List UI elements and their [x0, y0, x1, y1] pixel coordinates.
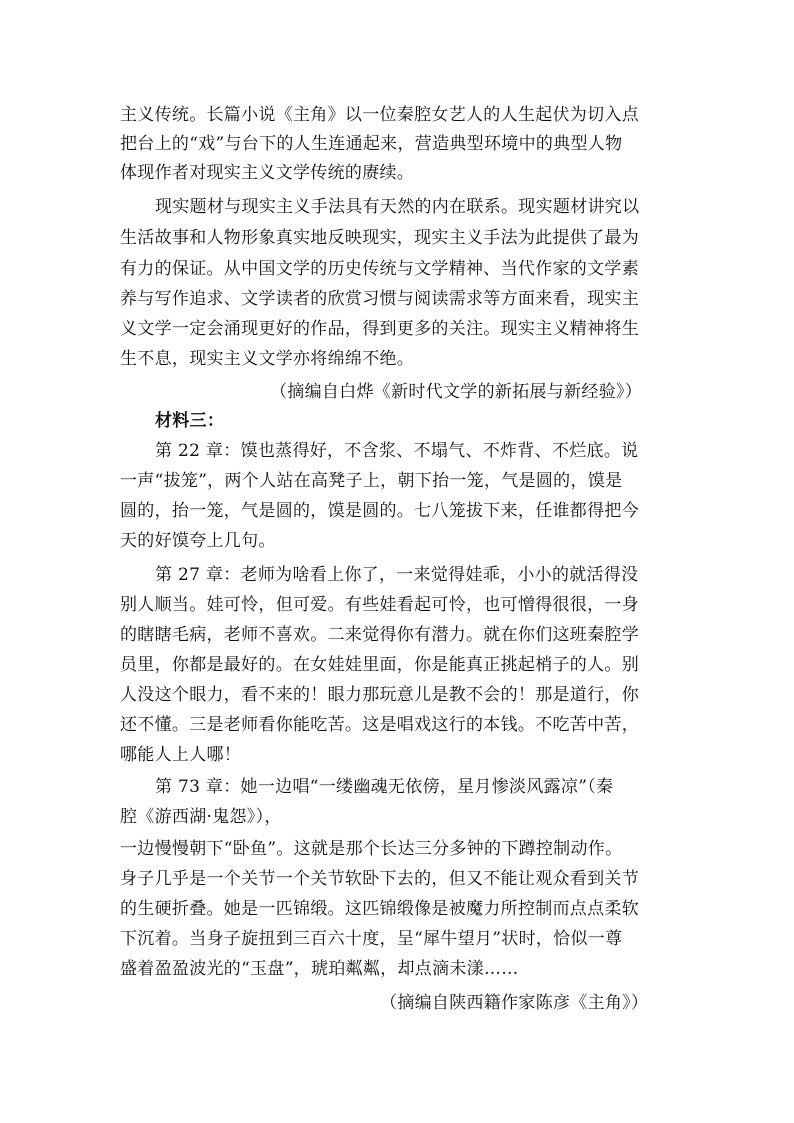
- ch73-line-1: 第 73 章：她一边唱“一缕幽魂无依傍，星月惨淡风露凉”（秦: [155, 777, 614, 797]
- para2-line-4: 养与写作追求、文学读者的欣赏习惯与阅读需求等方面来看，现实主: [120, 289, 639, 309]
- material-3-heading: 材料三：: [155, 411, 225, 431]
- ch22-line-2: 一声“拔笼”，两个人站在高凳子上，朝下抬一笼，气是圆的，馍是: [120, 471, 623, 491]
- ch73-line-6: 下沉着。当身子旋扭到三百六十度，呈“犀牛望月”状时，恰似一尊: [120, 929, 623, 949]
- ch27-line-1: 第 27 章：老师为啥看上你了，一来觉得娃乖，小小的就活得没: [155, 565, 639, 585]
- para2-line-2: 生活故事和人物形象真实地反映现实，现实主义手法为此提供了最为: [120, 228, 639, 248]
- ch22-line-1: 第 22 章：馍也蒸得好，不含浆、不塌气、不炸背、不烂底。说: [155, 441, 639, 461]
- ch73-line-4: 身子几乎是一个关节一个关节软卧下去的，但又不能让观众看到关节: [120, 869, 639, 889]
- ch22-line-4: 天的好馍夸上几句。: [120, 531, 276, 551]
- ch27-line-4: 员里，你都是最好的。在女娃娃里面，你是能真正挑起梢子的人。别: [120, 655, 639, 675]
- source-citation-1: （摘编自白烨《新时代文学的新拓展与新经验》）: [270, 382, 643, 402]
- para1-line-1: 主义传统。长篇小说《主角》以一位秦腔女艺人的人生起伏为切入点: [120, 105, 639, 125]
- ch27-line-7: 哪能人上人哪！: [120, 745, 242, 765]
- ch22-line-3: 圆的，抬一笼，气是圆的，馍是圆的。七八笼拔下来，任谁都得把今: [120, 501, 639, 521]
- para2-line-1: 现实题材与现实主义手法具有天然的内在联系。现实题材讲究以: [155, 197, 640, 217]
- para1-line-2: 把台上的“戏”与台下的人生连通起来，营造典型环境中的典型人物: [120, 134, 623, 154]
- ch27-line-6: 还不懂。三是老师看你能吃苦。这是唱戏这行的本钱。不吃苦中苦，: [120, 715, 639, 735]
- ch27-line-5: 人没这个眼力，看不来的！眼力那玩意儿是教不会的！那是道行，你: [120, 685, 639, 705]
- ch27-line-2: 别人顺当。娃可怜，但可爱。有些娃看起可怜，也可憎得很很，一身: [120, 595, 639, 615]
- para2-line-6: 生不息，现实主义文学亦将绵绵不绝。: [120, 349, 415, 369]
- ch73-line-5: 的生硬折叠。她是一匹锦缎。这匹锦缎像是被魔力所控制而点点柔软: [120, 899, 639, 919]
- para1-line-3: 体现作者对现实主义文学传统的赓续。: [120, 163, 415, 183]
- para2-line-5: 义文学一定会涌现更好的作品，得到更多的关注。现实主义精神将生: [120, 319, 639, 339]
- ch27-line-3: 的瞎瞎毛病，老师不喜欢。二来觉得你有潜力。就在你们这班秦腔学: [120, 625, 639, 645]
- source-citation-2: （摘编自陕西籍作家陈彦《主角》）: [380, 993, 649, 1013]
- para2-line-3: 有力的保证。从中国文学的历史传统与文学精神、当代作家的文学素: [120, 259, 639, 279]
- ch73-line-3: 一边慢慢朝下“卧鱼”。这就是那个长达三分多钟的下蹲控制动作。: [120, 839, 623, 859]
- ch73-line-7: 盛着盈盈波光的“玉盘”，琥珀粼粼，却点滴未漾……: [120, 959, 519, 979]
- ch73-line-2: 腔《游西湖·鬼怨》），: [120, 807, 282, 827]
